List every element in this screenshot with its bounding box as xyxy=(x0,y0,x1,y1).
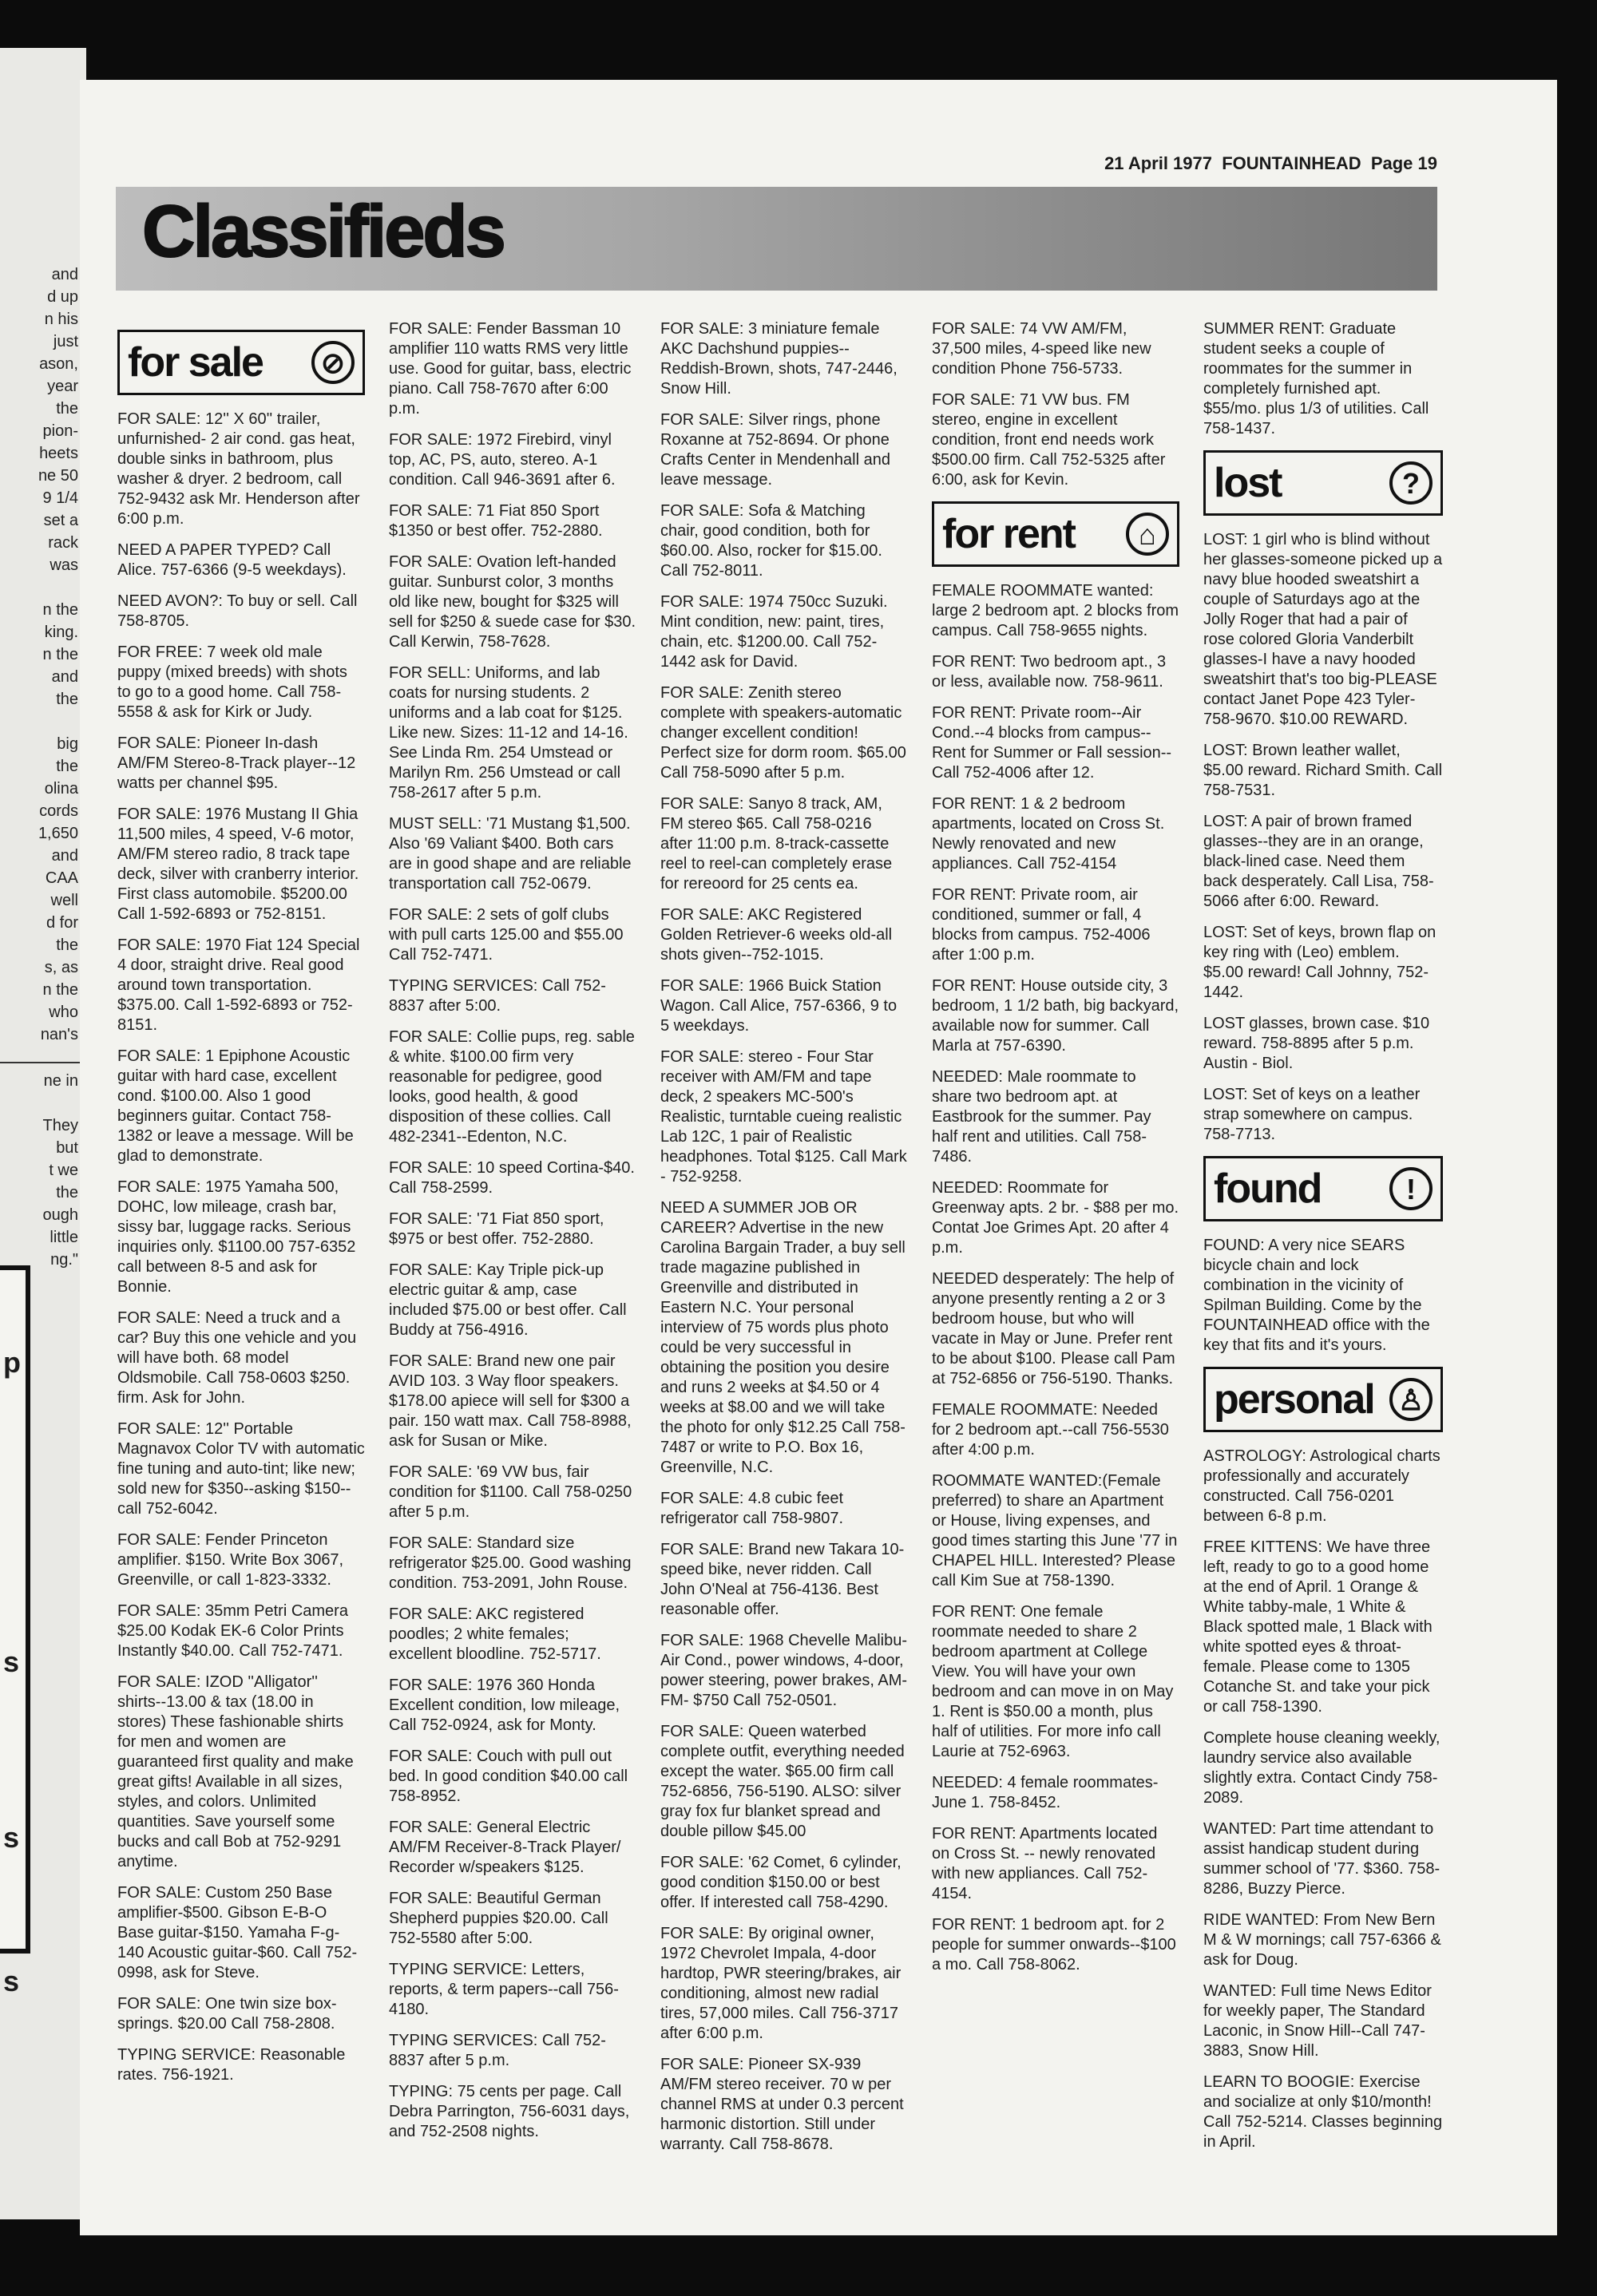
classified-ad: FOR SALE: Pioneer SX-939 AM/FM stereo receiver. 70 w per channel RMS at under 0.3 percent harmonic distortion. Still under warranty. Call 758-8678. xyxy=(660,2056,904,2153)
classified-ad: FOR SALE: 3 miniature female AKC Dachshund puppies-- Reddish-Brown, shots, 747-2446, Snow Hill. xyxy=(660,320,898,398)
classified-ad: FOR SALE: '69 VW bus, fair condition for $1100. Call 758-0250 after 5 p.m. xyxy=(389,1463,632,1521)
previous-page-word: king. xyxy=(44,623,78,641)
ads-list xyxy=(932,581,1179,1975)
previous-page-word: and xyxy=(51,266,78,283)
classified-ad: FOR SALE: 35mm Petri Camera $25.00 Kodak EK-6 Color Prints Instantly $40.00. Call 752-7471. xyxy=(117,1602,348,1660)
classified-ad: FOR SALE: Brand new one pair AVID 103. 3 Way floor speakers. $178.00 apiece will sell for $300 a pair. 150 watt max. Call 758-8988, ask for Susan or Mike. xyxy=(389,1352,632,1450)
classified-ad: FOR SALE: Fender Bassman 10 amplifier 110 watts RMS very little use. Good for guitar, bass, electric piano. Call 758-7670 after 6:00 p.m. xyxy=(389,320,632,418)
classified-ad: FOR SALE: 1970 Fiat 124 Special 4 door, straight drive. Real good around town transportation. $375.00. Call 1-592-6893 or 752-8151. xyxy=(117,936,360,1034)
classified-ad: FOR SALE: 10 speed Cortina-$40. Call 758-2599. xyxy=(389,1159,635,1197)
previous-page-word: but xyxy=(56,1139,78,1157)
classified-ad: FOR SALE: Fender Princeton amplifier. $150. Write Box 3067, Greenville, or call 1-823-3332. xyxy=(117,1531,344,1589)
classifieds-banner xyxy=(116,187,1437,291)
classified-ad: FOR SALE: 1 Epiphone Acoustic guitar with hard case, excellent cond. $100.00. Also 1 good beginners guitar. Contact 758-1382 or leave a message. Will be glad to demonstrate. xyxy=(117,1047,354,1165)
classified-ad: SUMMER RENT: Graduate student seeks a couple of roommates for the summer in completely furnished apt. $55/mo. plus 1/3 of utilities. Call 758-1437. xyxy=(1203,320,1429,437)
classified-ad: FOR SALE: 71 Fiat 850 Sport $1350 or best offer. 752-2880. xyxy=(389,502,603,540)
classified-ad: FOR SALE: Queen waterbed complete outfit, everything needed except the water. $65.00 firm call 752-6856, 756-5190. ALSO: silver gray fox fur blanket spread and double pillow $45.00 xyxy=(660,1723,905,1840)
section-personal xyxy=(1203,1367,1443,1432)
section-label: for rent xyxy=(942,510,1075,557)
classified-ad: FOR SALE: Beautiful German Shepherd puppies $20.00. Call 752-5580 after 5:00. xyxy=(389,1890,608,1947)
previous-page-word: ough xyxy=(42,1206,78,1224)
classified-ad: LOST: Set of keys, brown flap on key ring with (Leo) emblem. $5.00 reward! Call Johnny, 752-1442. xyxy=(1203,924,1437,1001)
classified-ad: RIDE WANTED: From New Bern M & W mornings; call 757-6366 & ask for Doug. xyxy=(1203,1911,1441,1969)
ads-list xyxy=(932,319,1179,490)
previous-page-word: and xyxy=(51,668,78,686)
column-5 xyxy=(1203,319,1443,2163)
column-3 xyxy=(660,319,908,2166)
classified-ad: FOR SALE: '71 Fiat 850 sport, $975 or best offer. 752-2880. xyxy=(389,1210,604,1248)
classified-ad: NEED A SUMMER JOB OR CAREER? Advertise in the new Carolina Bargain Trader, a buy sell trade magazine published in Greenville and distributed in Eastern N.C. Your personal interview of 75 words plus photo could be very successful in obtaining the position you desire and runs 2 weeks at $4.50 or 4 weeks at $8.00 and we will take the photo for only $12.25 Call 758-7487 or write to P.O. Box 16, Greenville, N.C. xyxy=(660,1199,905,1476)
previous-page-word: year xyxy=(47,378,78,395)
previous-page-word: who xyxy=(49,1004,78,1021)
ads-list xyxy=(1203,1447,1443,2152)
previous-page-word: was xyxy=(50,556,78,574)
previous-page-word: d for xyxy=(46,914,78,932)
section-for-rent xyxy=(932,501,1179,567)
previous-page-word: CAA xyxy=(45,869,78,887)
house-icon: ⌂ xyxy=(1126,513,1169,556)
classified-ad: WANTED: Full time News Editor for weekly paper, The Standard Laconic, in Snow Hill--Call 747-3883, Snow Hill. xyxy=(1203,1982,1432,2060)
previous-page-word: cords xyxy=(39,802,78,820)
section-label: lost xyxy=(1214,459,1282,506)
classified-ad: FOR SALE: One twin size box-springs. $20.00 Call 758-2808. xyxy=(117,1995,337,2033)
previous-page-word: n the xyxy=(42,601,78,619)
ads-list xyxy=(1203,1236,1443,1356)
previous-page-word: They xyxy=(42,1117,78,1134)
classified-ad: FOR SALE: 1974 750cc Suzuki. Mint condition, new: paint, tires, chain, etc. $1200.00. Call 752-1442 ask for David. xyxy=(660,593,888,671)
previous-page-word: olina xyxy=(44,780,78,798)
classified-ad: TYPING SERVICE: Letters, reports, & term papers--call 756-4180. xyxy=(389,1961,619,2018)
previous-page-word: set a xyxy=(43,512,78,529)
ads-list xyxy=(117,410,365,2085)
ads-list xyxy=(660,319,908,2155)
classified-ad: FOR SALE: General Electric AM/FM Receiver-8-Track Player/ Recorder w/speakers $125. xyxy=(389,1819,621,1876)
question-icon: ? xyxy=(1389,461,1433,505)
previous-page-edge xyxy=(0,48,86,2219)
ads-list xyxy=(1203,319,1443,439)
classified-ad: NEEDED: Roommate for Greenway apts. 2 br. - $88 per mo. Contat Joe Grimes Apt. 20 after 4 p.m. xyxy=(932,1179,1179,1257)
classified-ad: FOR SALE: Sofa & Matching chair, good condition, both for $60.00. Also, rocker for $15.00. Call 752-8011. xyxy=(660,502,882,580)
previous-page-word: heets xyxy=(39,445,78,462)
classified-ad: LOST: Brown leather wallet, $5.00 reward. Richard Smith. Call 758-7531. xyxy=(1203,742,1443,799)
classified-ad: FOR SALE: 1976 360 Honda Excellent condition, low mileage, Call 752-0924, ask for Monty. xyxy=(389,1676,620,1734)
classified-ad: FOR SALE: Sanyo 8 track, AM, FM stereo $65. Call 758-0216 after 11:00 p.m. 8-track-cassette reel to reel-can completely erase for rereoord for 25 cents ea. xyxy=(660,795,893,893)
previous-page-word: n his xyxy=(44,311,78,328)
classified-ad: LOST: 1 girl who is blind without her glasses-someone picked up a navy blue hooded sweatshirt a couple of Saturdays ago at the Jolly Roger that had a pair of rose colored Gloria Vanderbilt glasses-I have a navy hooded sweatshirt that's too big-PLEASE contact Janet Pope 423 Tyler-758-9670. $10.00 REWARD. xyxy=(1203,531,1443,728)
classified-ad: FOR RENT: Two bedroom apt., 3 or less, available now. 758-9611. xyxy=(932,653,1167,691)
classified-ad: FOR SALE: Silver rings, phone Roxanne at 752-8694. Or phone Crafts Center in Mendenhall and leave message. xyxy=(660,411,890,489)
previous-page-letter: s xyxy=(3,1645,20,1678)
classified-ad: FOR SALE: Standard size refrigerator $25.00. Good washing condition. 753-2091, John Rouse. xyxy=(389,1534,632,1592)
previous-page-word: the xyxy=(56,936,78,954)
classified-ad: FOR RENT: Private room--Air Cond.--4 blocks from campus--Rent for Summer or Fall session--Call 752-4006 after 12. xyxy=(932,704,1172,782)
previous-page-box xyxy=(0,1265,30,1997)
ads-list xyxy=(1203,530,1443,1145)
tag-icon: ⊘ xyxy=(311,341,355,384)
exclamation-icon: ! xyxy=(1389,1167,1433,1210)
previous-page-word: pion- xyxy=(42,422,78,440)
classified-ad: FOR SALE: 74 VW AM/FM, 37,500 miles, 4-speed like new condition Phone 756-5733. xyxy=(932,320,1151,378)
classified-ad: FOR SALE: IZOD ''Alligator'' shirts--13.00 & tax (18.00 in stores) These fashionable shirts for men and women are guaranteed first quality and make great gifts! Available in all sizes, styles, and colors. Unlimited quantities. Save yourself some bucks and call Bob at 752-9291 anytime. xyxy=(117,1673,354,1870)
previous-page-word: ason, xyxy=(39,355,78,373)
previous-page-word: nan's xyxy=(40,1026,78,1043)
newspaper-page xyxy=(80,80,1557,2235)
classified-ad: FOR RENT: 1 & 2 bedroom apartments, located on Cross St. Newly renovated and new appliances. Call 752-4154 xyxy=(932,795,1165,873)
section-label: for sale xyxy=(128,338,263,386)
classified-ad: FOR SALE: AKC registered poodles; 2 white females; excellent bloodline. 752-5717. xyxy=(389,1605,601,1663)
classified-ad: FOR SALE: 4.8 cubic feet refrigerator call 758-9807. xyxy=(660,1490,844,1527)
classified-ad: Complete house cleaning weekly, laundry service also available slightly extra. Contact Cindy 758-2089. xyxy=(1203,1729,1440,1807)
column-4 xyxy=(932,319,1179,1986)
classified-ad: FOR SALE: 12'' X 60'' trailer, unfurnished- 2 air cond. gas heat, double sinks in bathroom, plus washer & dryer. 2 bedroom, call 752-9432 ask Mr. Henderson after 6:00 p.m. xyxy=(117,410,360,528)
classified-ad: LOST: Set of keys on a leather strap somewhere on campus. 758-7713. xyxy=(1203,1086,1421,1143)
classified-ad: FOR RENT: 1 bedroom apt. for 2 people for summer onwards--$100 a mo. Call 758-8062. xyxy=(932,1916,1176,1973)
person-icon: ♙ xyxy=(1389,1378,1433,1421)
previous-page-word: n the xyxy=(42,981,78,999)
previous-page-letter: s xyxy=(3,1965,20,1997)
previous-page-rule xyxy=(0,1062,86,1063)
classified-ad: FOR SALE: Couch with pull out bed. In good condition $40.00 call 758-8952. xyxy=(389,1748,628,1805)
classified-ad: LOST glasses, brown case. $10 reward. 758-8895 after 5 p.m. Austin - Biol. xyxy=(1203,1015,1430,1072)
previous-page-word: n the xyxy=(42,646,78,663)
section-label: found xyxy=(1214,1165,1322,1212)
previous-page-word: 9 1/4 xyxy=(42,489,78,507)
classified-ad: FOR SALE: Brand new Takara 10-speed bike, never ridden. Call John O'Neal at 756-4136. Best reasonable offer. xyxy=(660,1541,905,1618)
previous-page-word: d up xyxy=(47,288,78,306)
classified-ad: TYPING SERVICES: Call 752-8837 after 5 p.m. xyxy=(389,2032,606,2069)
classified-ad: FOR FREE: 7 week old male puppy (mixed breeds) with shots to go to a good home. Call 758-5558 & ask for Kirk or Judy. xyxy=(117,643,347,721)
classified-ad: NEED A PAPER TYPED? Call Alice. 757-6366 (9-5 weekdays). xyxy=(117,541,347,579)
previous-page-letter: s xyxy=(3,1821,20,1854)
previous-page-word: s, as xyxy=(44,959,78,976)
previous-page-word: well xyxy=(50,892,78,909)
previous-page-word: the xyxy=(56,400,78,418)
previous-page-word: and xyxy=(51,847,78,865)
page-number: Page 19 xyxy=(1370,153,1437,173)
classified-ad: FOR SALE: Need a truck and a car? Buy this one vehicle and you will have both. 68 model Oldsmobile. Call 758-0603 $250. firm. Ask for John. xyxy=(117,1309,357,1407)
classified-ad: FEMALE ROOMMATE wanted: large 2 bedroom apt. 2 blocks from campus. Call 758-9655 nights. xyxy=(932,582,1179,639)
classified-ad: FOR SELL: Uniforms, and lab coats for nursing students. 2 uniforms and a lab coat for $125. Like new. Sizes: 11-12 and 14-16. See Linda Rm. 254 Umstead or Marilyn Rm. 256 Umstead or call 758-2617 after 5 p.m. xyxy=(389,664,628,802)
classified-ad: FEMALE ROOMMATE: Needed for 2 bedroom apt.--call 756-5530 after 4:00 p.m. xyxy=(932,1401,1169,1459)
page-header xyxy=(1104,153,1437,174)
issue-date: 21 April 1977 xyxy=(1104,153,1212,173)
previous-page-word: 1,650 xyxy=(38,825,78,842)
classified-ad: FOUND: A very nice SEARS bicycle chain and lock combination in the vicinity of Spilman Building. Come by the FOUNTAINHEAD office with the key that fits and it's yours. xyxy=(1203,1237,1430,1354)
section-found xyxy=(1203,1156,1443,1221)
classified-ad: FOR SALE: stereo - Four Star receiver with AM/FM and tape deck, 2 speakers MC-500's Realistic, turntable cueing realistic Lab 12C, 1 pair of Realistic headphones. Total $125. Call Mark - 752-9258. xyxy=(660,1048,907,1186)
classified-ad: FOR SALE: Ovation left-handed guitar. Sunburst color, 3 months old like new, bought for $325 will sell for $250 & suede case for $30. Call Kerwin, 758-7628. xyxy=(389,553,636,651)
classified-ad: LEARN TO BOOGIE: Exercise and socialize at only $10/month! Call 752-5214. Classes beginning in April. xyxy=(1203,2073,1443,2151)
previous-page-word: ne in xyxy=(43,1072,78,1090)
previous-page-word: the xyxy=(56,758,78,775)
classified-ad: FOR SALE: 1975 Yamaha 500, DOHC, low mileage, crash bar, sissy bar, luggage racks. Serious inquiries only. $1100.00 757-6352 call between 8-5 and ask for Bonnie. xyxy=(117,1178,356,1296)
page-title: Classifieds xyxy=(142,191,504,272)
previous-page-word: rack xyxy=(48,534,78,552)
classified-ad: FOR SALE: Zenith stereo complete with speakers-automatic changer excellent condition! Perfect size for dorm room. $65.00 Call 758-5090 after 5 p.m. xyxy=(660,684,906,782)
classified-ad: TYPING SERVICES: Call 752-8837 after 5:00. xyxy=(389,977,606,1015)
classified-ad: FOR RENT: Private room, air conditioned, summer or fall, 4 blocks from campus. 752-4006 after 1:00 p.m. xyxy=(932,886,1151,964)
classified-ad: FOR SALE: '62 Comet, 6 cylinder, good condition $150.00 or best offer. If interested call 758-4290. xyxy=(660,1854,902,1911)
previous-page-word: just xyxy=(53,333,78,350)
classified-ad: NEEDED desperately: The help of anyone presently renting a 2 or 3 bedroom house, but who will vacate in May or June. Prefer rent to be about $100. Please call Pam at 752-6856 or 756-5190. Thanks. xyxy=(932,1270,1175,1387)
classified-ad: FOR SALE: 1976 Mustang II Ghia 11,500 miles, 4 speed, V-6 motor, AM/FM stereo radio, 8 track tape deck, silver with cranberry interior. First class automobile. $5200.00 Call 1-592-6893 or 752-8151. xyxy=(117,806,359,923)
classified-ad: FOR SALE: 12'' Portable Magnavox Color TV with automatic fine tuning and auto-tint; like new; sold new for $350--asking $150--call 752-6042. xyxy=(117,1420,365,1518)
classified-ad: FOR RENT: One female roommate needed to share 2 bedroom apartment at College View. You will have your own bedroom and can move in on May 1. Rent is $50.00 a month, plus half of utilities. For more info call Laurie at 752-6963. xyxy=(932,1603,1174,1760)
classified-ad: MUST SELL: '71 Mustang $1,500. Also '69 Valiant $400. Both cars are in good shape and are reliable transportation call 752-0679. xyxy=(389,815,632,893)
previous-page-word: little xyxy=(50,1229,78,1246)
classified-ad: FOR SALE: 1972 Firebird, vinyl top, AC, PS, auto, stereo. A-1 condition. Call 946-3691 after 6. xyxy=(389,431,616,489)
classified-ad: NEED AVON?: To buy or sell. Call 758-8705. xyxy=(117,592,358,630)
classified-ad: WANTED: Part time attendant to assist handicap student during summer school of '77. $360. 758-8286, Buzzy Pierce. xyxy=(1203,1820,1440,1898)
classified-ad: NEEDED: 4 female roommates-June 1. 758-8452. xyxy=(932,1774,1159,1811)
classified-ad: ROOMMATE WANTED:(Female preferred) to share an Apartment or House, living expenses, and good times starting this June '77 in CHAPEL HILL. Interested? Please call Kim Sue at 758-1390. xyxy=(932,1472,1178,1589)
previous-page-word: the xyxy=(56,1184,78,1201)
section-lost xyxy=(1203,450,1443,516)
section-for-sale xyxy=(117,330,365,395)
classified-ad: FOR SALE: Kay Triple pick-up electric guitar & amp, case included $75.00 or best offer. Call Buddy at 756-4916. xyxy=(389,1261,627,1339)
previous-page-word: t we xyxy=(49,1162,78,1179)
publication-name: FOUNTAINHEAD xyxy=(1222,153,1361,173)
classified-ad: FOR SALE: Custom 250 Base amplifier-$500. Gibson E-B-O Base guitar-$150. Yamaha F-g-140 Acoustic guitar-$60. Call 752-0998, ask for Steve. xyxy=(117,1884,358,1981)
classified-ad: LOST: A pair of brown framed glasses--they are in an orange, black-lined case. Need them back desperately. Call Lisa, 758-5066 after 6:00. Reward. xyxy=(1203,813,1434,910)
classified-ad: FOR SALE: By original owner, 1972 Chevrolet Impala, 4-door hardtop, PWR steering/brakes, air conditioning, almost new radial tires, 57,000 miles. Call 756-3717 after 6:00 p.m. xyxy=(660,1925,902,2042)
classified-ad: NEEDED: Male roommate to share two bedroom apt. at Eastbrook for the summer. Pay half rent and utilities. Call 758-7486. xyxy=(932,1068,1151,1166)
previous-page-letter: p xyxy=(3,1346,21,1379)
previous-page-word: ne 50 xyxy=(38,467,78,485)
classified-ad: FOR SALE: Collie pups, reg. sable & white. $100.00 firm very reasonable for pedigree, good looks, good health, & good disposition of these collies. Call 482-2341--Edenton, N.C. xyxy=(389,1028,635,1146)
classified-ad: TYPING SERVICE: Reasonable rates. 756-1921. xyxy=(117,2046,346,2084)
previous-page-word: ng." xyxy=(50,1251,78,1269)
classified-ad: FOR SALE: 2 sets of golf clubs with pull carts 125.00 and $55.00 Call 752-7471. xyxy=(389,906,624,964)
ads-list xyxy=(389,319,636,2142)
classified-ad: FOR RENT: House outside city, 3 bedroom, 1 1/2 bath, big backyard, available now for summer. Call Marla at 757-6390. xyxy=(932,977,1179,1055)
classified-ad: FOR SALE: AKC Registered Golden Retriever-6 weeks old-all shots given--752-1015. xyxy=(660,906,893,964)
section-label: personal xyxy=(1214,1376,1374,1423)
classified-ad: TYPING: 75 cents per page. Call Debra Parrington, 756-6031 days, and 752-2508 nights. xyxy=(389,2083,630,2140)
classified-ad: FOR SALE: Pioneer In-dash AM/FM Stereo-8-Track player--12 watts per channel $95. xyxy=(117,734,356,792)
classified-ad: ASTROLOGY: Astrological charts professionally and accurately constructed. Call 756-0201 between 6-8 p.m. xyxy=(1203,1447,1440,1525)
column-2 xyxy=(389,319,636,2153)
classified-ad: FOR SALE: 71 VW bus. FM stereo, engine in excellent condition, front end needs work $500.00 firm. Call 752-5325 after 6:00, ask for Kevin. xyxy=(932,391,1166,489)
classified-ad: FOR RENT: Apartments located on Cross St. -- newly renovated with new appliances. Call 752-4154. xyxy=(932,1825,1158,1902)
classified-ad: FOR SALE: 1966 Buick Station Wagon. Call Alice, 757-6366, 9 to 5 weekdays. xyxy=(660,977,898,1035)
column-1 xyxy=(117,323,365,2096)
previous-page-word: the xyxy=(56,691,78,708)
classified-ad: FOR SALE: 1968 Chevelle Malibu-Air Cond., power windows, 4-door, power steering, power brakes, AM-FM- $750 Call 752-0501. xyxy=(660,1632,908,1709)
classified-ad: FREE KITTENS: We have three left, ready to go to a good home at the end of April. 1 Orange & White tabby-male, 1 White & Black spotted male, 1 Black with white spotted eyes & throat-female. Please come to 1305 Cotanche St. and take your pick or call 758-1390. xyxy=(1203,1538,1433,1716)
previous-page-word: big xyxy=(57,735,78,753)
